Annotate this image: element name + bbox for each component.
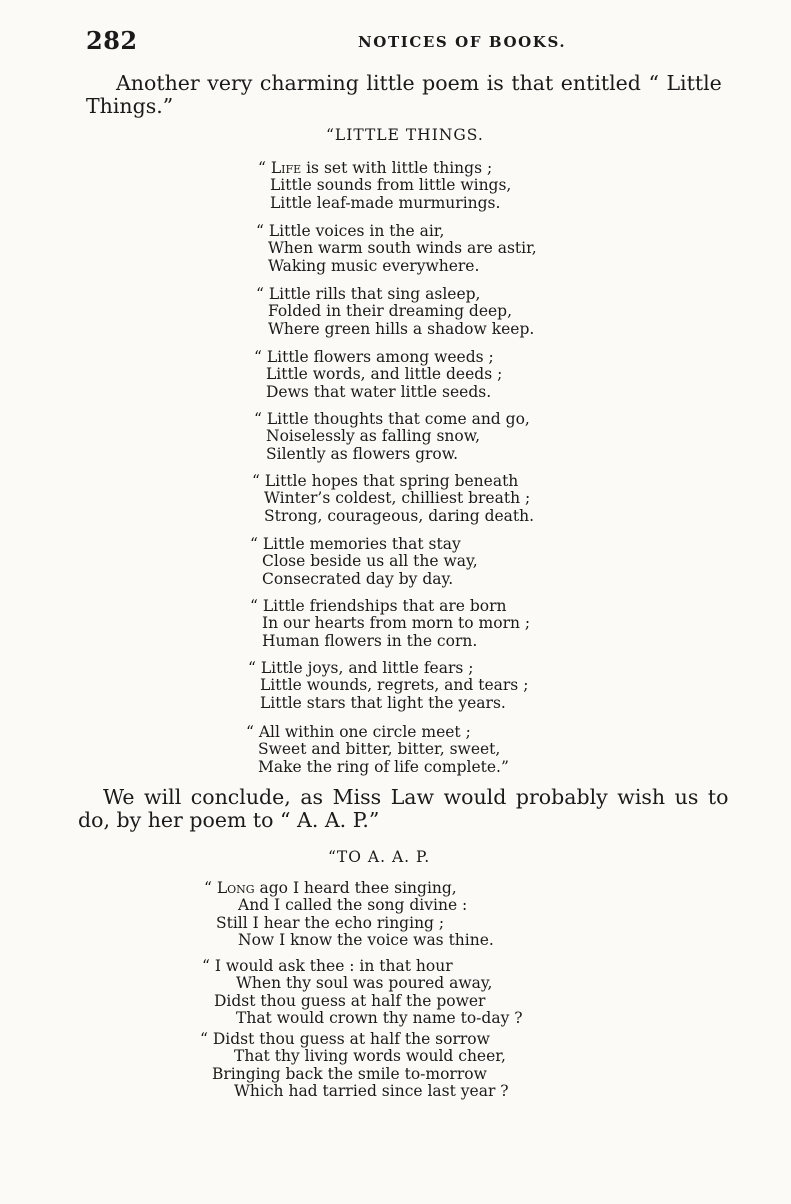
poem-line: “ Little hopes that spring beneath	[252, 472, 519, 490]
poem-line: “ Little rills that sing asleep,	[256, 285, 481, 303]
poem-line: That would crown thy name to-day ?	[236, 1008, 523, 1027]
poem-line: That thy living words would cheer,	[234, 1047, 506, 1066]
poem-line: Little wounds, regrets, and tears ;	[260, 676, 529, 695]
poem-title-little-things: “LITTLE THINGS.	[326, 126, 484, 144]
poem-stanza	[254, 411, 530, 463]
poem-line: Little sounds from little wings,	[270, 176, 512, 195]
conclusion-line-1: We will conclude, as Miss Law would probably wish us to	[103, 785, 729, 809]
intro-line-1: Another very charming little poem is that entitled “ Little	[116, 71, 722, 95]
poem-title-to-aap: “TO A. A. P.	[328, 848, 431, 866]
poem-line: Which had tarried since last year ?	[234, 1081, 509, 1100]
poem-stanza	[252, 473, 534, 525]
poem-stanza	[202, 958, 523, 1027]
poem-line: In our hearts from morn to morn ;	[262, 614, 531, 633]
conclusion-paragraph	[78, 786, 768, 831]
poem-line: And I called the song divine :	[238, 896, 468, 915]
poem-line: Little stars that light the years.	[260, 693, 506, 712]
poem-line: Winter’s coldest, chilliest breath ;	[264, 489, 531, 508]
poem-line: When warm south winds are astir,	[268, 239, 537, 258]
poem-stanza	[204, 880, 494, 949]
poem-stanza	[250, 536, 478, 588]
poem-stanza	[254, 349, 502, 401]
poem-line: Human flowers in the corn.	[262, 631, 478, 650]
conclusion-line-2: do, by her poem to “ A. A. P.”	[78, 807, 380, 832]
poem-stanza	[248, 660, 528, 712]
page-header	[86, 26, 686, 56]
poem-stanza	[250, 598, 530, 650]
poem-line: Dews that water little seeds.	[266, 382, 492, 401]
poem-line: Little words, and little deeds ;	[266, 365, 503, 384]
poem-stanza	[200, 1031, 509, 1100]
poem-line: “ Little friendships that are born	[250, 597, 507, 615]
poem-line: Noiselessly as falling snow,	[266, 427, 481, 446]
poem-stanza	[256, 286, 534, 338]
poem-line: When thy soul was poured away,	[236, 974, 493, 993]
poem-line: Now I know the voice was thine.	[238, 930, 494, 949]
intro-paragraph	[86, 72, 766, 118]
poem-line: Little leaf-made murmurings.	[270, 193, 501, 212]
poem-line: Still I hear the echo ringing ;	[216, 913, 445, 932]
poem-line: Didst thou guess at half the power	[214, 991, 486, 1010]
poem-line: Waking music everywhere.	[268, 256, 480, 275]
page-number: 282	[86, 26, 138, 55]
poem-line: Silently as flowers grow.	[266, 444, 459, 463]
poem-line: “ Little memories that stay	[250, 535, 461, 553]
poem-line: Strong, courageous, daring death.	[264, 506, 535, 525]
poem-line: “ Little joys, and little fears ;	[248, 659, 474, 677]
poem-line: Close beside us all the way,	[262, 552, 478, 571]
poem-line: Consecrated day by day.	[262, 569, 454, 588]
poem-line: Bringing back the smile to-morrow	[212, 1064, 487, 1083]
poem-line: “ Long ago I heard thee singing,	[204, 879, 457, 897]
poem-line: “ All within one circle meet ;	[246, 723, 471, 741]
intro-line-2: Things.”	[86, 94, 174, 118]
poem-line: “ Little voices in the air,	[256, 222, 445, 240]
poem-stanza	[256, 223, 537, 275]
poem-stanza	[258, 160, 511, 212]
poem-line: “ Didst thou guess at half the sorrow	[200, 1030, 490, 1048]
poem-line: “ I would ask thee : in that hour	[202, 957, 453, 975]
poem-line: Make the ring of life complete.”	[258, 757, 509, 776]
poem-line: Where green hills a shadow keep.	[268, 319, 535, 338]
poem-line: Folded in their dreaming deep,	[268, 302, 513, 321]
poem-stanza	[246, 724, 509, 776]
poem-line: “ Little thoughts that come and go,	[254, 410, 530, 428]
poem-line: “ Life is set with little things ;	[258, 159, 493, 177]
running-head: NOTICES OF BOOKS.	[358, 33, 567, 51]
poem-line: Sweet and bitter, bitter, sweet,	[258, 740, 501, 759]
poem-line: “ Little flowers among weeds ;	[254, 348, 494, 366]
